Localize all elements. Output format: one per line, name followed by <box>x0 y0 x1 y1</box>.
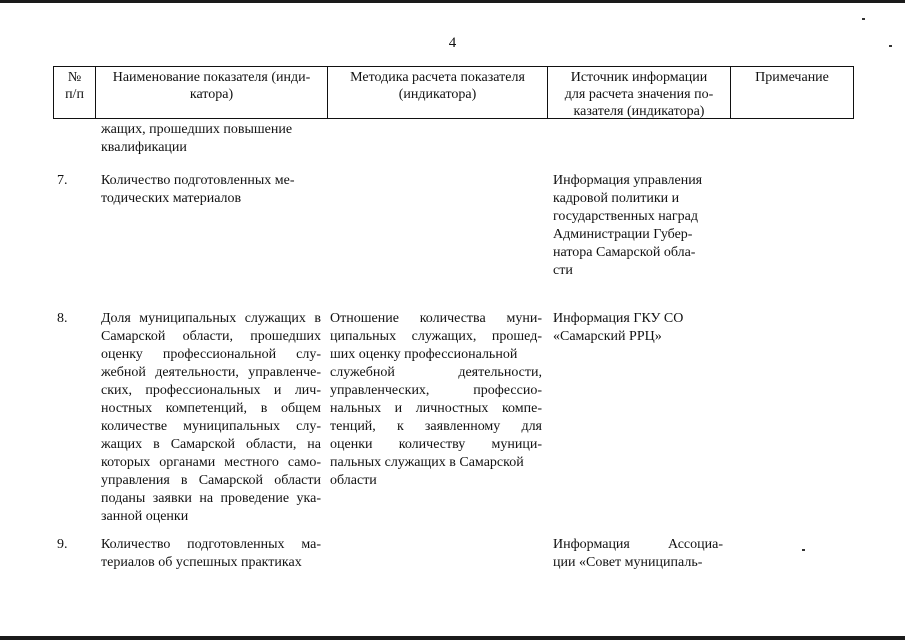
text-line: Количество подготовленных ма- <box>101 537 321 552</box>
text-line: ции «Совет муниципаль- <box>553 555 703 570</box>
calculation-method-cell <box>330 310 542 490</box>
text-line: оценки количеству муници- <box>330 437 542 452</box>
text-line: Доля муниципальных служащих в <box>101 311 321 326</box>
header-note <box>731 67 853 118</box>
row-number: 9. <box>57 537 68 552</box>
text-line: Администрации Губер- <box>553 227 693 242</box>
text-line: жебной деятельности, управленче- <box>101 365 321 380</box>
text-line: оценку профессиональной слу- <box>101 347 321 362</box>
header-name-line: Наименование показателя (инди- <box>112 70 311 85</box>
header-number-line: п/п <box>65 87 84 102</box>
text-line: области <box>330 473 377 488</box>
header-source-line: Источник информации <box>570 70 708 85</box>
text-line: тенций, к заявленному для <box>330 419 542 434</box>
text-line: управленческих, профессио- <box>330 383 542 398</box>
text-line: ских, профессиональных и лич- <box>101 383 321 398</box>
text-line: Самарской области, прошедших <box>101 329 321 344</box>
info-source-cell <box>553 536 723 572</box>
text-line: натора Самарской обла- <box>553 245 696 260</box>
text-line: Отношение количества муни- <box>330 311 542 326</box>
text-line: Количество подготовленных ме- <box>101 173 295 188</box>
header-calculation-method <box>328 67 548 118</box>
scan-speck <box>889 45 892 47</box>
text-line: Информация ГКУ СО <box>553 311 684 326</box>
header-indicator-name <box>96 67 328 118</box>
text-line: териалов об успешных практиках <box>101 555 302 570</box>
info-source-cell <box>553 172 723 280</box>
text-line: поданы заявки на проведение ука- <box>101 491 321 506</box>
text-line: кадровой политики и <box>553 191 680 206</box>
text-line: которых органами местного само- <box>101 455 321 470</box>
header-source-line: для расчета значения по- <box>564 87 714 102</box>
header-source-line: казателя (индикатора) <box>573 104 705 119</box>
header-method-line: Методика расчета показателя <box>350 70 525 85</box>
header-info-source <box>548 67 731 118</box>
header-number-line: № <box>67 70 82 85</box>
info-source-cell <box>553 310 723 346</box>
row-number: 7. <box>57 173 68 188</box>
scan-speck <box>862 18 865 20</box>
text-line: занной оценки <box>101 509 189 524</box>
text-line: государственных наград <box>553 209 698 224</box>
header-name-line: катора) <box>189 87 234 102</box>
indicator-name-cell <box>101 536 321 572</box>
text-line: ших оценку профессиональной <box>330 347 518 362</box>
text-line: «Самарский РРЦ» <box>553 329 662 344</box>
bottom-border <box>0 636 905 640</box>
text-line: тодических материалов <box>101 191 242 206</box>
indicator-name-cell <box>101 172 321 208</box>
continued-name-cell <box>101 121 321 157</box>
indicator-name-cell <box>101 310 321 526</box>
text-line: ципальных служащих, прошед- <box>330 329 542 344</box>
top-border <box>0 0 905 3</box>
text-line: Информация Ассоциа- <box>553 537 723 552</box>
header-method-line: (индикатора) <box>398 87 477 102</box>
text-line: ностных компетенций, в общем <box>101 401 321 416</box>
text-line: квалификации <box>101 140 187 155</box>
scan-speck <box>802 549 805 551</box>
text-line: количестве муниципальных слу- <box>101 419 321 434</box>
text-line: жащих, прошедших повышение <box>101 122 293 137</box>
text-line: Информация управления <box>553 173 703 188</box>
text-line: сти <box>553 263 573 278</box>
text-line: пальных служащих в Самарской <box>330 455 524 470</box>
text-line: управления в Самарской области <box>101 473 321 488</box>
header-note-line: Примечание <box>755 70 829 85</box>
text-line: жащих в Самарской области, на <box>101 437 321 452</box>
row-number: 8. <box>57 311 68 326</box>
page-number: 4 <box>448 35 457 51</box>
header-number <box>54 67 96 118</box>
text-line: служебной деятельности, <box>330 365 542 380</box>
text-line: нальных и личностных компе- <box>330 401 542 416</box>
table-header <box>53 66 854 119</box>
